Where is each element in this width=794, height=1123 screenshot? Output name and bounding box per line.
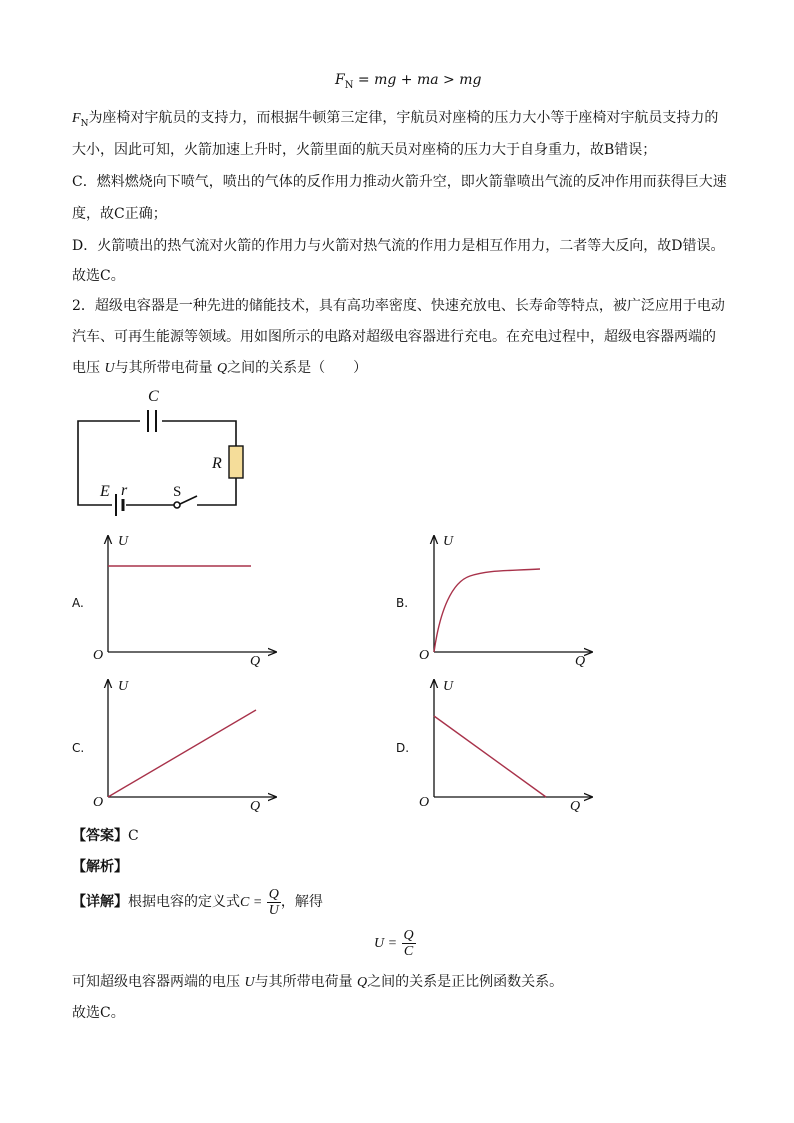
- question-2-line-2: 汽车、可再生能源等领域。用如图所示的电路对超级电容器进行充电。在充电过程中，超级电容器两端的: [72, 329, 716, 345]
- paragraph-6: 故选C。: [72, 268, 125, 284]
- graph-d-x-label: Q: [570, 799, 581, 814]
- graph-c-x-label: Q: [250, 799, 261, 814]
- formula-fn: $F_N$ = mg + ma > mg: [335, 72, 482, 91]
- emf-label: E: [100, 483, 110, 500]
- analysis-heading: 【解析】: [72, 859, 128, 875]
- graph-a-y-label: U: [118, 534, 129, 549]
- graph-d-origin: O: [419, 795, 430, 810]
- graph-c-curve: [108, 710, 256, 797]
- graph-b-x-label: Q: [575, 654, 586, 669]
- formula-u-fraction: $\frac{Q}{C}$: [403, 927, 414, 959]
- option-d-label[interactable]: D.: [396, 741, 410, 755]
- graph-b-curve: [434, 569, 540, 652]
- switch-label: S: [173, 484, 182, 500]
- conclusion: 可知超级电容器两端的电压 U与其所带电荷量 Q之间的关系是正比例函数关系。: [72, 974, 564, 990]
- graph-c-y-label: U: [118, 679, 129, 694]
- answer: 【答案】C: [72, 828, 139, 844]
- capacitor-label: C: [148, 388, 159, 405]
- option-a-label[interactable]: A.: [72, 596, 84, 610]
- graph-d-curve: [434, 716, 546, 797]
- detail-line: 【详解】根据电容的定义式C = $\frac{Q}{U}$ ，解得: [72, 886, 323, 918]
- final-answer: 故选C。: [72, 1005, 125, 1021]
- graph-c-origin: O: [93, 795, 104, 810]
- option-c-label[interactable]: C.: [72, 741, 85, 755]
- option-b-label[interactable]: B.: [396, 596, 409, 610]
- paragraph-3: C．燃料燃烧向下喷气，喷出的气体的反作用力推动火箭升空，即火箭靠喷出气流的反冲作用而获得巨大速: [72, 174, 727, 190]
- paragraph-5: D．火箭喷出的热气流对火箭的作用力与火箭对热气流的作用力是相互作用力，二者等大反向，故D错误。: [72, 238, 725, 254]
- question-2-line-3: 电压 U与其所带电荷量 Q之间的关系是（ ）: [72, 360, 368, 376]
- graph-d-y-label: U: [443, 679, 454, 694]
- formula-u: U = $\frac{Q}{C}$: [374, 927, 414, 959]
- paragraph-2: 大小，因此可知，火箭加速上升时，火箭里面的航天员对座椅的压力大于自身重力，故B错误；: [72, 142, 657, 158]
- graph-a-x-label: Q: [250, 654, 261, 669]
- graph-b-y-label: U: [443, 534, 454, 549]
- detail-fraction: $\frac{Q}{U}$: [268, 886, 279, 918]
- paragraph-4: 度，故C正确；: [72, 206, 167, 222]
- graph-b-origin: O: [419, 648, 430, 663]
- internal-resistance-label: r: [121, 482, 128, 499]
- graph-a-origin: O: [93, 648, 104, 663]
- question-2-line-1: 2．超级电容器是一种先进的储能技术，具有高功率密度、快速充放电、长寿命等特点，被广泛应用于电动: [72, 298, 725, 314]
- paragraph-1: $F_N$为座椅对宇航员的支持力，而根据牛顿第三定律，宇航员对座椅的压力大小等于座椅对宇航员支持力的: [72, 110, 719, 129]
- resistor-label: R: [212, 455, 222, 472]
